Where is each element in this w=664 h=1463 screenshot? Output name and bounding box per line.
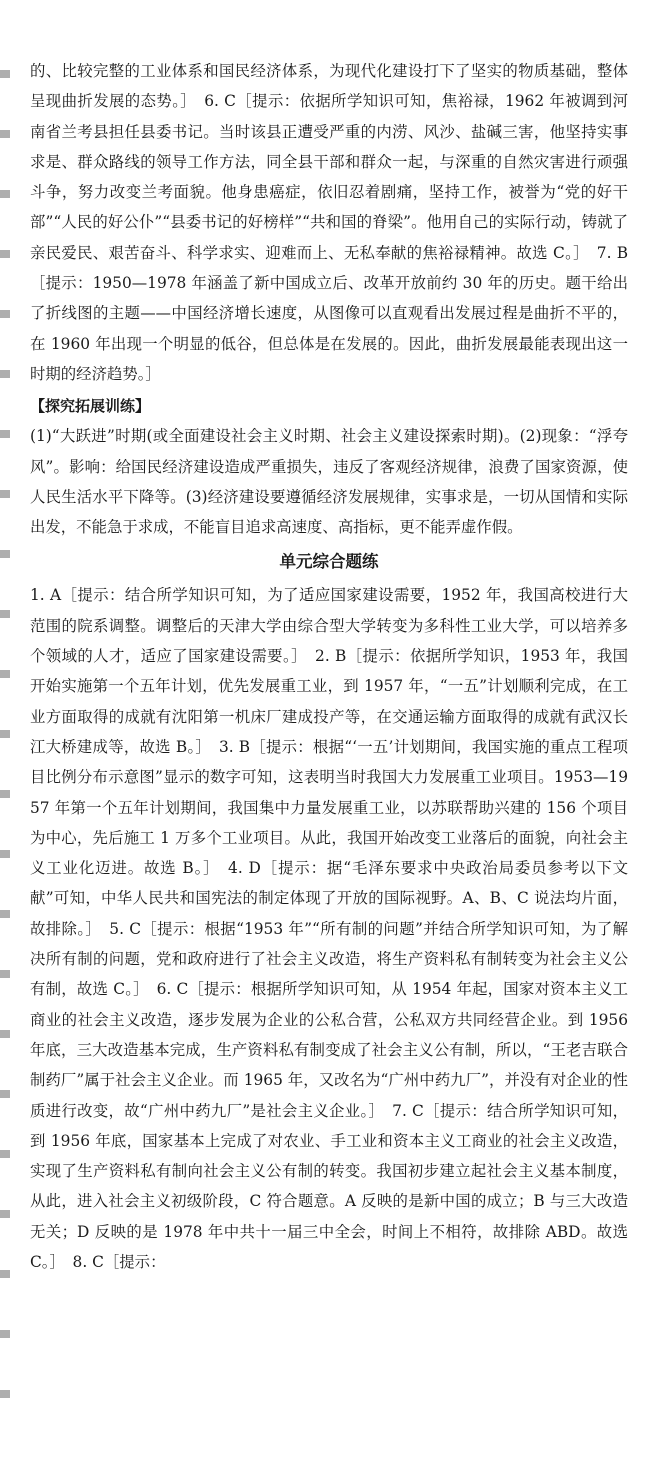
- previous-answers-paragraph: 的、比较完整的工业体系和国民经济体系，为现代化建设打下了坚实的物质基础，整体呈现曲折发展的态势。］ 6. C［提示：依据所学知识可知，焦裕禄，1962 年被调到河南省兰考县担任县委书记。当时该县正遭受严重的内涝、风沙、盐碱三害，他坚持实事求是、群众路线的领导工作方法，同全县干部和群众一起，与深重的自然灾害进行顽强斗争，努力改变兰考面貌。他身患癌症，依旧忍着剧痛，坚持工作，被誉为“党的好干部”“人民的好公仆”“县委书记的好榜样”“共和国的脊梁”。他用自己的实际行动，铸就了亲民爱民、艰苦奋斗、科学求实、迎难而上、无私奉献的焦裕禄精神。故选 C。］ 7. B［提示：1950—1978 年涵盖了新中国成立后、改革开放前约 30 年的历史。题干给出了折线图的主题——中国经济增长速度，从图像可以直观看出发展过程是曲折不平的，在 1960 年出现一个明显的低谷，但总体是在发展的。因此，曲折发展最能表现出这一时期的经济趋势。］: [30, 62, 628, 383]
- unit-section-title: 单元综合题练: [279, 552, 379, 572]
- unit-section-paragraph: 1. A［提示：结合所学知识可知，为了适应国家建设需要，1952 年，我国高校进行大范围的院系调整。调整后的天津大学由综合型大学转变为多科性工业大学，可以培养多个领域的人才，适应了国家建设需要。］ 2. B［提示：依据所学知识，1953 年，我国开始实施第一个五年计划，优先发展重工业，到 1957 年，“一五”计划顺利完成，在工业方面取得的成就有沈阳第一机床厂建成投产等，在交通运输方面取得的成就有武汉长江大桥建成等，故选 B。］ 3. B［提示：根据“‘一五’计划期间，我国实施的重点工程项目比例分布示意图”显示的数字可知，这表明当时我国大力发展重工业项目。1953—1957 年第一个五年计划期间，我国集中力量发展重工业，以苏联帮助兴建的 156 个项目为中心，先后施工 1 万多个工业项目。从此，我国开始改变工业落后的面貌，向社会主义工业化迈进。故选 B。］ 4. D［提示：据“毛泽东要求中央政治局委员参考以下文献”可知，中华人民共和国宪法的制定体现了开放的国际视野。A、B、C 说法均片面，故排除。］ 5. C［提示：根据“1953 年”“所有制的问题”并结合所学知识可知，为了解决所有制的问题，党和政府进行了社会主义改造，将生产资料私有制转变为社会主义公有制，故选 C。］ 6. C［提示：根据所学知识可知，从 1954 年起，国家对资本主义工商业的社会主义改造，逐步发展为企业的公私合营，公私双方共同经营企业。到 1956 年底，三大改造基本完成，生产资料私有制变成了社会主义公有制，所以，“王老吉联合制药厂”属于社会主义企业。而 1965 年，又改名为“广州中药九厂”，并没有对企业的性质进行改变，故“广州中药九厂”是社会主义企业。］ 7. C［提示：结合所学知识可知，到 1956 年底，国家基本上完成了对农业、手工业和资本主义工商业的社会主义改造，实现了生产资料私有制向社会主义公有制的转变。我国初步建立起社会主义基本制度，从此，进入社会主义初级阶段，C 符合题意。A 反映的是新中国的成立；B 与三大改造无关；D 反映的是 1978 年中共十一届三中全会，时间上不相符，故排除 ABD。故选 C。］ 8. C［提示：: [30, 586, 628, 1271]
- explore-section-paragraph: (1)“大跃进”时期(或全面建设社会主义时期、社会主义建设探索时期)。(2)现象：“浮夸风”。影响：给国民经济建设造成严重损失，违反了客观经济规律，浪费了国家资源，使人民生活水平下降等。(3)经济建设要遵循经济发展规律，实事求是，一切从国情和实际出发，不能急于求成，不能盲目追求高速度、高指标，更不能弄虚作假。: [30, 427, 628, 537]
- binding-edge-strip: [0, 40, 10, 1450]
- page-content: [30, 56, 628, 1277]
- explore-section-heading: 【探究拓展训练】: [30, 397, 151, 416]
